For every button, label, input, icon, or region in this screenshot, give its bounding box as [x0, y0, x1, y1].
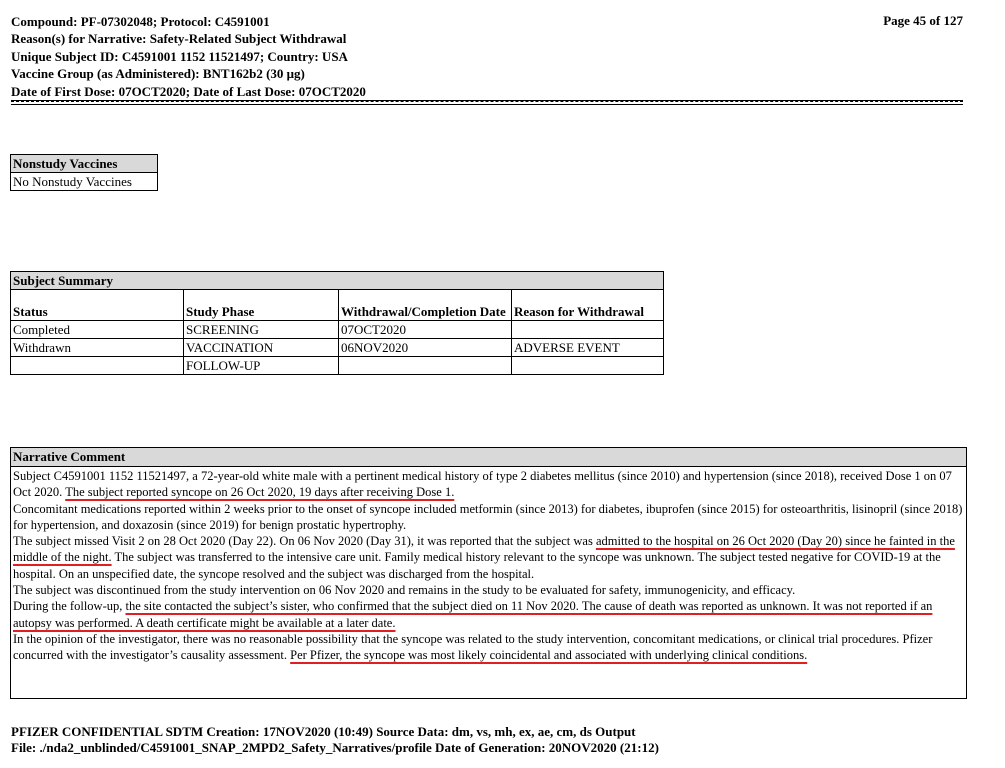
cell: 07OCT2020	[339, 321, 512, 339]
highlighted-text: The subject reported syncope on 26 Oct 2020, 19 days after receiving Dose 1.	[65, 485, 455, 500]
footer-line-1: PFIZER CONFIDENTIAL SDTM Creation: 17NOV2020 (10:49) Source Data: dm, vs, mh, ex, ae, cm, ds Output	[11, 724, 636, 739]
summary-title: Subject Summary	[11, 272, 664, 290]
nonstudy-vaccines-table	[10, 154, 158, 191]
cell: ADVERSE EVENT	[512, 339, 664, 357]
narrative-paragraph	[13, 468, 964, 501]
header-divider	[11, 100, 963, 105]
subject-id-line: Unique Subject ID: C4591001 1152 11521497; Country: USA	[11, 48, 348, 64]
narrative-body	[11, 467, 966, 664]
table-row	[11, 357, 664, 375]
cell	[11, 357, 184, 375]
dose-dates-line: Date of First Dose: 07OCT2020; Date of Last Dose: 07OCT2020	[11, 83, 366, 99]
compound-line: Compound: PF-07302048; Protocol: C4591001	[11, 14, 270, 29]
highlighted-text: admitted to the hospital on 26 Oct 2020 (Day 20) since he fainted in the middle of the night.	[13, 534, 955, 565]
reason-line: Reason(s) for Narrative: Safety-Related Subject Withdrawal	[11, 31, 347, 47]
cell: VACCINATION	[184, 339, 339, 357]
narrative-paragraph: Concomitant medications reported within 2 weeks prior to the onset of syncope included metformin (since 2013) for diabetes, ibuprofen (since 2015) for osteoarthritis, lisinopril (since 2018) for hypertension, and doxazosin (since 2019) for benign prostatic hypertrophy.	[13, 501, 963, 532]
text: In the opinion of the investigator, there was no reasonable possibility that the syncope was related to the study intervention, concomitant medications, or clinical trial procedures. Pfizer concurred with the investigator’s causality assessment.	[13, 631, 933, 663]
narrative-comment-box	[10, 447, 967, 699]
highlighted-text: the site contacted the subject’s sister, who confirmed that the subject died on 11 Nov 2020. The cause of death was reported as unknown. It was not reported if an autopsy was performed. A death certificate might be available at a later date.	[13, 599, 933, 630]
document-header	[11, 13, 366, 100]
col-study-phase: Study Phase	[184, 290, 339, 321]
text: The subject missed Visit 2 on 28 Oct 2020 (Day 22). On 06 Nov 2020 (Day 31), it was reported that the subject was	[13, 534, 596, 549]
document-footer	[11, 724, 659, 756]
narrative-paragraph: The subject was discontinued from the study intervention on 06 Nov 2020 and remains in the study to be evaluated for safety, immunogenicity, and efficacy.	[13, 583, 796, 598]
col-withdrawal-date: Withdrawal/Completion Date	[339, 290, 512, 321]
cell	[512, 321, 664, 339]
narrative-paragraph	[13, 631, 964, 664]
page-number: Page 45 of 127	[883, 13, 963, 28]
cell: FOLLOW-UP	[184, 357, 339, 375]
vaccine-group-line: Vaccine Group (as Administered): BNT162b2 (30 μg)	[11, 66, 305, 82]
cell: SCREENING	[184, 321, 339, 339]
cell: Withdrawn	[11, 339, 184, 357]
cell	[339, 357, 512, 375]
nonstudy-title: Nonstudy Vaccines	[11, 155, 158, 173]
subject-summary-table	[10, 271, 664, 375]
table-row	[11, 339, 664, 357]
table-row	[11, 321, 664, 339]
nonstudy-value: No Nonstudy Vaccines	[11, 173, 158, 191]
cell: Completed	[11, 321, 184, 339]
text: The subject was transferred to the intensive care unit. Family medical history relevant to the syncope was unknown. The subject tested negative for COVID-19 at the hospital. On an unspecified date, the syncope resolved and the subject was discharged from the hospital.	[13, 550, 941, 581]
text: During the follow-up,	[13, 599, 126, 614]
col-reason: Reason for Withdrawal	[512, 290, 664, 321]
footer-line-2: File: ./nda2_unblinded/C4591001_SNAP_2MPD2_Safety_Narratives/profile Date of Generation: 20NOV2020 (21:12)	[11, 740, 659, 755]
cell: 06NOV2020	[339, 339, 512, 357]
col-status: Status	[11, 290, 184, 321]
text: Subject C4591001 1152 11521497, a 72-year-old white male with a pertinent medical history of type 2 diabetes mellitus (since 2010) and hypertension (since 2018), received Dose 1 on 07 Oct 2020.	[13, 469, 952, 500]
narrative-title: Narrative Comment	[11, 448, 966, 467]
narrative-paragraph	[13, 533, 964, 582]
highlighted-text: Per Pfizer, the syncope was most likely coincidental and associated with underlying clinical conditions.	[290, 648, 808, 663]
cell	[512, 357, 664, 375]
narrative-paragraph	[13, 598, 964, 631]
